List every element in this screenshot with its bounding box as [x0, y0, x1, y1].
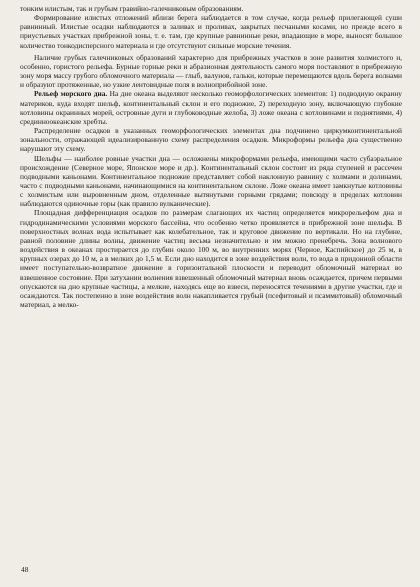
paragraph-5-sediment-distribution: [20, 126, 402, 153]
paragraph-text: Шельфы — наиболее ровные участки дна — осложнены микроформами рельефа, имеющими часто субаэральное происхождение (Северное море, Японское море и др.). Континентальный склон состоит из ряда ступеней и рассечен подводными каньонами. Континентальное подножие представляет собой наклонную равнину с холмами и долинами, часто с подводными каньонами, начинающимися на континентальном склоне. Ложе океана имеет замкнутые котловины с холмистым или выровненным дном, отделенные вытянутыми горными грядами; повсюду в пределах котловин наблюдаются одиночные горы (как правило вулканические).: [20, 153, 402, 209]
section-heading-seabed-relief: Рельеф морского дна.: [34, 89, 108, 99]
paragraph-6-shelves: [20, 154, 402, 209]
paragraph-text: Распределение осадков в указанных геоморфологических элементах дна подчинено циркумконтинентальной зональности, отражающей идеализированную схему распределения осадков. Микроформы рельефа дна существенно нарушают эту схему.: [20, 126, 402, 154]
paragraph-text: Наличие грубых галечниковых образований характерно для прибрежных участков в зоне развития холмистого и, особенно, гористого рельефа. Бурные горные реки и абразионная деятельность самого моря поставляют в прибрежную зону моря массу грубого обломочного материала — глыб, валунов, гальки, которые перемещаются вдоль берега волнами и образуют протяженные, но узкие лентовидные поля в волноприбойной зоне.: [20, 52, 402, 90]
paragraph-1-continuation: [20, 4, 402, 13]
paragraph-7-differentiation: [20, 208, 402, 309]
paragraph-2-silty-deposits: [20, 13, 402, 50]
paragraph-4-seabed-relief: [20, 89, 402, 126]
paragraph-text: Площадная дифференциация осадков по размерам слагающих их частиц определяется микрорельефом дна и гидродинамическими условиями морского бассейна, что особенно четко проявляется в прибрежной зоне шельфа. В поверхностных волнах вода испытывает как колебательное, так и круговое движение по вертикали. Но на глубине, равной половине длины волны, движение частиц весьма незначительно и им можно пренебречь. Зона волнового воздействия в океанах простирается до глубин около 100 м, во внутренних морях (Черное, Каспийское) до 25 м, в крупных озерах до 10 м, а в мелких до 1,5 м. Если дно находится в зоне воздействия волн, то вода в придонной области имеет поступательно-возвратное движение в горизонтальной плоскости и переводит обломочный материал во взвешенное состояние. При затухании волнения взвешенный обломочный материал вновь осаждается, причем первыми опускаются на дно крупные частицы, а мелкие, находясь еще во взвеси, переносятся течениями в другие участки, где и осаждаются. Так постепенно в зоне воздействия волн накапливается грубый (псефитовый и псаммитовый) обломочный материал, а мелко-: [20, 208, 402, 309]
body-text: [20, 4, 402, 309]
paragraph-3-pebble-deposits: [20, 53, 402, 90]
paragraph-text: Формирование илистых отложений вблизи берега наблюдается в том случае, когда рельеф прилегающей суши равнинный. Илистые осадки наблюдаются в заливах и проливах, закрытых песчаными косами, но прежде всего в приустьевых участках прибрежной зоны, т. е. там, где крупные равнинные реки, впадающие в море, выносят большое количество тонкодисперсного материала и где отсутствуют сильные морские течения.: [20, 13, 402, 50]
paragraph-text: тонким илистым, так и грубым гравийно-галечниковым образованиям.: [20, 4, 244, 13]
page-number: 48: [21, 565, 29, 574]
paragraph-text: На дне океана выделяют несколько геоморфологических элементов: 1) подводную окраину материков, куда входят шельф, континентальный склон и его подножие, 2) переходную зону, включающую глубокие котловины окраинных морей, островные дуги и глубоководные желоба, 3) ложе океана с котловинами и поднятиями, 4) срединноокеанские хребты.: [20, 89, 402, 126]
